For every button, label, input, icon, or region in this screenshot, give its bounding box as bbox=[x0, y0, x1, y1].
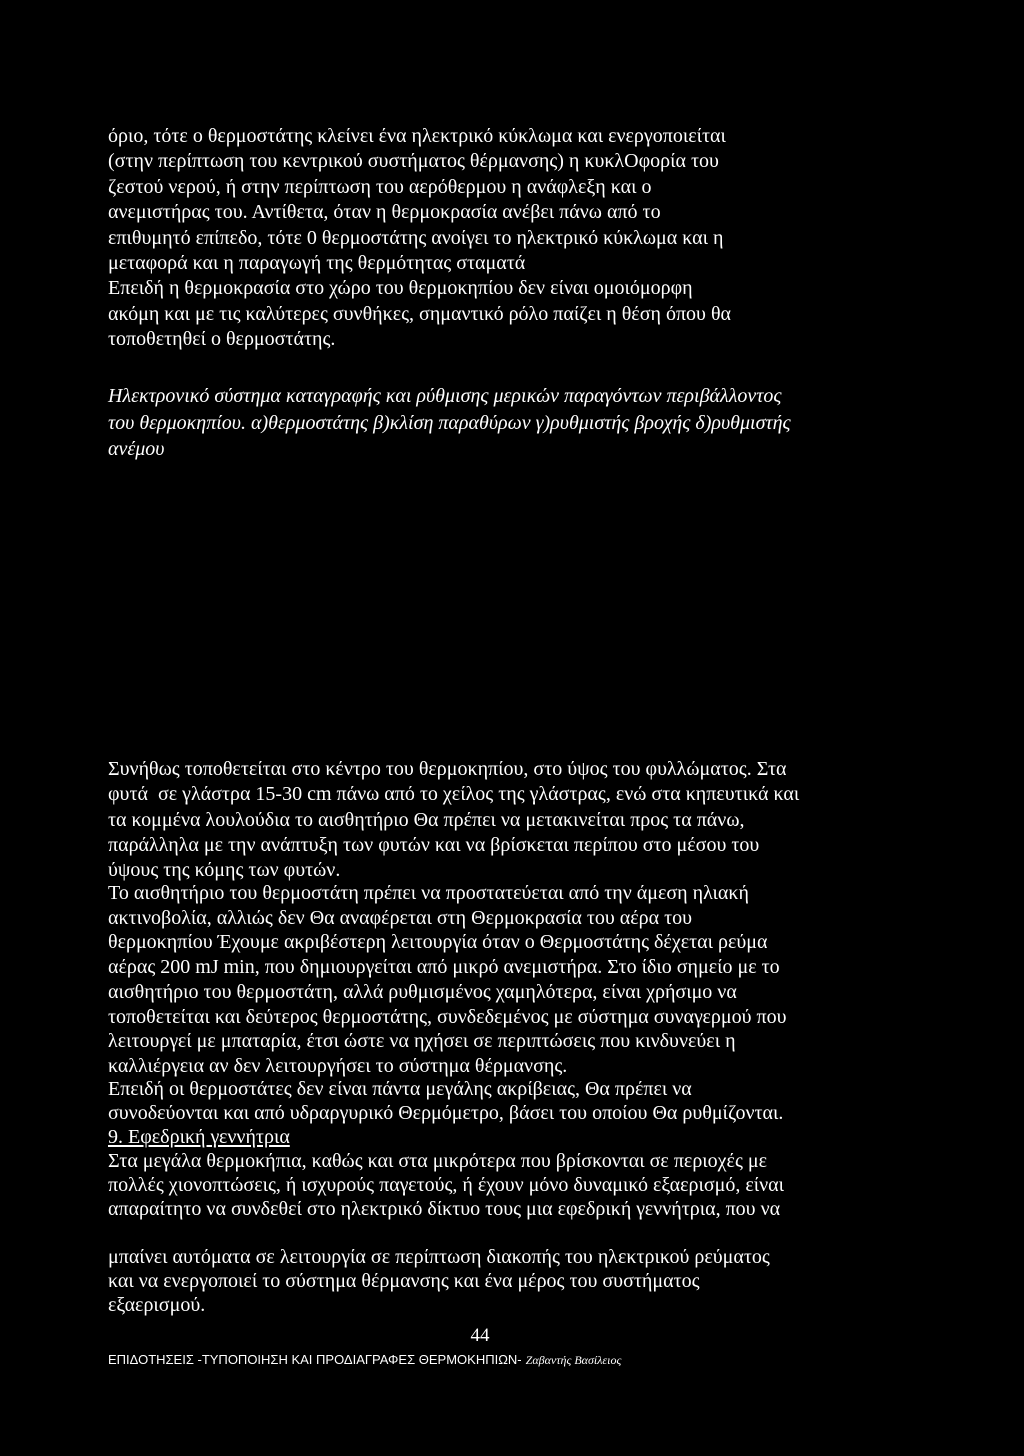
text-line: Το αισθητήριο του θερμοστάτη πρέπει να προστατεύεται από την άμεση ηλιακή bbox=[108, 882, 749, 904]
paragraph bbox=[108, 757, 799, 883]
text-line: μεταφορά και η παραγωγή της θερμότητας σταματά bbox=[108, 252, 526, 275]
text-line: (στην περίπτωση του κεντρικού συστήματος θέρμανσης) η κυκλΟφορία του bbox=[108, 150, 719, 173]
text-line: ζεστού νερού, ή στην περίπτωση του αερόθερμου η ανάφλεξη και ο bbox=[108, 175, 652, 198]
text-line: και να ενεργοποιεί το σύστημα θέρμανσης και ένα μέρος του συστήματος bbox=[108, 1270, 700, 1292]
paragraph bbox=[108, 1245, 770, 1317]
paragraph bbox=[108, 1149, 784, 1221]
text-line: αισθητήριο του θερμοστάτη, αλλά ρυθμισμένος χαμηλότερα, είναι χρήσιμο να bbox=[108, 980, 737, 1003]
text-line: Συνήθως τοποθετείται στο κέντρο του θερμοκηπίου, στο ύψος του φυλλώματος. Στα bbox=[108, 758, 787, 780]
text-line: λειτουργεί με μπαταρία, έτσι ώστε να ηχήσει σε περιπτώσεις που κινδυνεύει η bbox=[108, 1030, 736, 1053]
section-heading-text: 9. Εφεδρική γεννήτρια bbox=[108, 1126, 290, 1148]
figure-area bbox=[108, 463, 852, 755]
footer-title: ΕΠΙΔΟΤΗΣΕΙΣ -ΤΥΠΟΠΟΙΗΣΗ ΚΑΙ ΠΡΟΔΙΑΓΡΑΦΕΣ ΘΕΡΜΟΚΗΠΙΩΝ- bbox=[108, 1352, 522, 1367]
text-line: τοποθετείται και δεύτερος θερμοστάτης, συνδεδεμένος με σύστημα συναγερμού που bbox=[108, 1005, 787, 1028]
page-number: 44 bbox=[470, 1325, 490, 1346]
figure-caption bbox=[108, 383, 791, 463]
page-footer bbox=[108, 1350, 621, 1370]
text-line: ακτινοβολία, αλλιώς δεν Θα αναφέρεται στη Θερμοκρασία του αέρα του bbox=[108, 906, 693, 929]
paragraph bbox=[108, 276, 731, 352]
caption-line: του θερμοκηπίου. α)θερμοστάτης β)κλίση παραθύρων γ)ρυθμιστής βροχής δ)ρυθμιστής bbox=[108, 411, 791, 434]
text-line: εξαερισμού. bbox=[108, 1294, 206, 1316]
caption-line: ανέμου bbox=[108, 438, 165, 460]
paragraph bbox=[108, 124, 731, 276]
text-line: Επειδή οι θερμοστάτες δεν είναι πάντα μεγάλης ακρίβειας, Θα πρέπει να bbox=[108, 1078, 692, 1100]
text-line: θερμοκηπίου Έχουμε ακριβέστερη λειτουργία όταν ο Θερμοστάτης δέχεται ρεύμα bbox=[108, 931, 768, 954]
caption-line: Ηλεκτρονικό σύστημα καταγραφής και ρύθμισης μερικών παραγόντων περιβάλλοντος bbox=[108, 385, 782, 407]
text-line: Στα μεγάλα θερμοκήπια, καθώς και στα μικρότερα που βρίσκονται σε περιοχές με bbox=[108, 1150, 767, 1172]
text-line: τοποθετηθεί ο θερμοστάτης. bbox=[108, 328, 336, 351]
footer-author: Ζαβαντής Βασίλειος bbox=[525, 1353, 622, 1367]
text-line: Επειδή η θερμοκρασία στο χώρο του θερμοκηπίου δεν είναι ομοιόμορφη bbox=[108, 277, 693, 300]
paragraph bbox=[108, 1077, 783, 1125]
text-line: φυτά σε γλάστρα 15-30 cm πάνω από το χείλος της γλάστρας, ενώ στα κηπευτικά και bbox=[108, 783, 800, 806]
text-line: ακόμη και με τις καλύτερες συνθήκες, σημαντικό ρόλο παίζει η θέση όπου θα bbox=[108, 302, 732, 325]
text-line: συνοδεύονται και από υδραργυρικό Θερμόμετρο, βάσει του οποίου Θα ρυθμίζονται. bbox=[108, 1102, 784, 1124]
section-heading bbox=[108, 1125, 290, 1149]
text-line: όριο, τότε ο θερμοστάτης κλείνει ένα ηλεκτρικό κύκλωμα και ενεργοποιείται bbox=[108, 125, 726, 147]
text-line: ανεμιστήρας του. Αντίθετα, όταν η θερμοκρασία ανέβει πάνω από το bbox=[108, 201, 661, 224]
text-line: ύψους της κόμης των φυτών. bbox=[108, 859, 341, 881]
text-line: αέρας 200 mJ min, που δημιουργείται από μικρό ανεμιστήρα. Στο ίδιο σημείο με το bbox=[108, 956, 780, 979]
text-line: παράλληλα με την ανάπτυξη των φυτών και να βρίσκεται περίπου στο μέσου του bbox=[108, 833, 760, 856]
text-line: μπαίνει αυτόματα σε λειτουργία σε περίπτωση διακοπής του ηλεκτρικού ρεύματος bbox=[108, 1246, 770, 1268]
text-line: καλλιέργεια αν δεν λειτουργήσει το σύστημα θέρμανσης. bbox=[108, 1054, 568, 1077]
opening-text bbox=[108, 124, 731, 353]
text-line: πολλές χιονοπτώσεις, ή ισχυρούς παγετούς, ή έχουν μόνο δυναμικό εξαερισμό, είναι bbox=[108, 1174, 785, 1196]
text-line: επιθυμητό επίπεδο, τότε 0 θερμοστάτης ανοίγει το ηλεκτρικό κύκλωμα και η bbox=[108, 226, 724, 249]
text-line: τα κομμένα λουλούδια το αισθητήριο Θα πρέπει να μετακινείται προς τα πάνω, bbox=[108, 808, 745, 831]
paragraph bbox=[108, 881, 787, 1079]
text-line: απαραίτητο να συνδεθεί στο ηλεκτρικό δίκτυο τους μια εφεδρική γεννήτρια, που να bbox=[108, 1198, 781, 1220]
